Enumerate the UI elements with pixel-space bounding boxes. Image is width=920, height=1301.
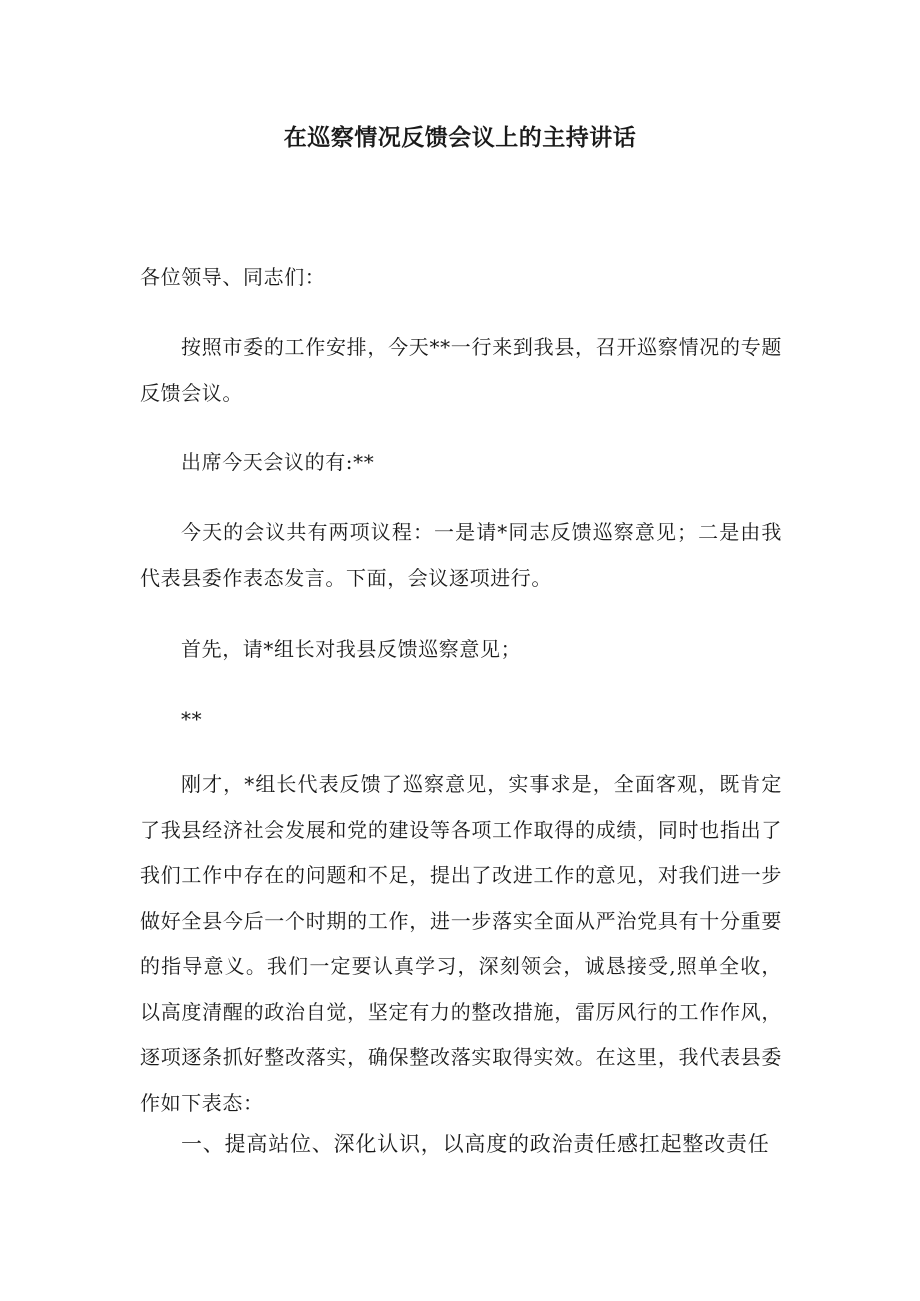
- paragraph-placeholder: **: [181, 707, 203, 731]
- paragraph-attendees: 出席今天会议的有:**: [181, 450, 375, 474]
- paragraph-arrangement: 按照市委的工作安排，今天**一行来到我县，召开巡察情况的专题反馈会议。: [140, 335, 782, 405]
- paragraph-response: 刚才，*组长代表反馈了巡察意见，实事求是，全面客观，既肯定了我县经济社会发展和党的建设等各项工作取得的成绩，同时也指出了我们工作中存在的问题和不足，提出了改进工作的意见，对我们进一步做好全县今后一个时期的工作，进一步落实全面从严治党具有十分重要的指导意义。我们一定要认真学习，深刻领会，诚恳接受,照单全收，以高度清醒的政治自觉，坚定有力的整改措施，雷厉风行的工作作风，逐项逐条抓好整改落实，确保整改落实取得实效。在这里，我代表县委作如下表态：: [140, 772, 782, 1115]
- paragraph-first-item: 首先，请*组长对我县反馈巡察意见；: [181, 637, 522, 661]
- section-heading: 一、提高站位、深化认识，以高度的政治责任感扛起整改责任: [181, 1132, 770, 1156]
- document-title: 在巡察情况反馈会议上的主持讲话: [283, 125, 637, 151]
- paragraph-agenda: 今天的会议共有两项议程：一是请*同志反馈巡察意见；二是由我代表县委作表态发言。下面，会议逐项进行。: [140, 520, 782, 590]
- salutation: 各位领导、同志们：: [140, 265, 326, 289]
